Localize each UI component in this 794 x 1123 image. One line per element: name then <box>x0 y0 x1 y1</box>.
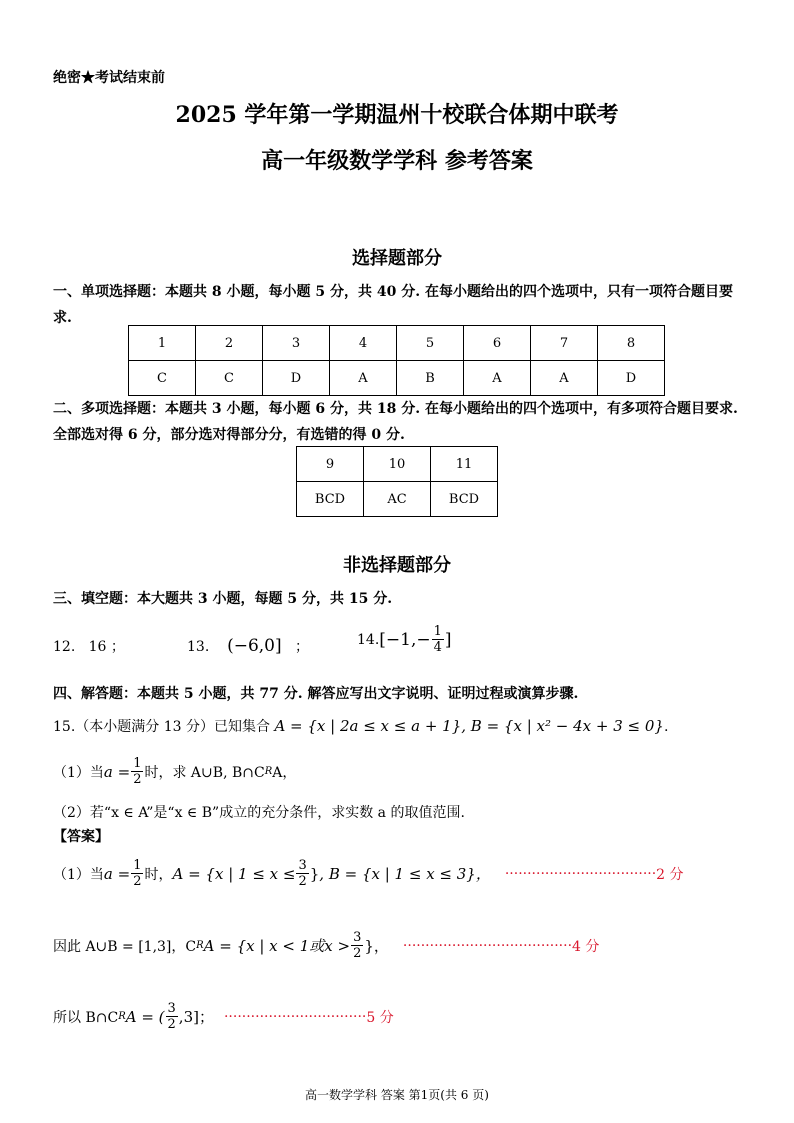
part1-tail: A， <box>272 764 297 781</box>
fill-blank-instructions: 三、填空题：本大题共 3 小题，每题 5 分，共 15 分. <box>53 591 393 607</box>
answer-cell: AC <box>364 482 431 517</box>
single-choice-answer-table <box>128 325 665 396</box>
half-fraction <box>131 858 143 889</box>
choice-section-heading: 选择题部分 <box>352 248 442 269</box>
score-leader: ······································ <box>402 937 573 954</box>
subscript-r: R <box>264 766 273 777</box>
sol1-set-a: A = {x | 1 ≤ x ≤ <box>172 864 296 883</box>
q15-end: . <box>663 719 669 735</box>
score-4: 4 分 <box>572 938 600 955</box>
q15-set-a: A = {x | 2a ≤ x ≤ a + 1} <box>274 717 462 735</box>
part1-text: 时，求 A∪B, B∩C <box>144 764 265 781</box>
sol1-mid: 时， <box>144 866 173 883</box>
q14-number: 14. <box>357 631 380 648</box>
q12-number: 12. <box>53 639 76 655</box>
sol3-end: ,3]； <box>178 1008 214 1026</box>
page-footer: 高一数学学科 答案 第1页(共 6 页) <box>305 1088 489 1102</box>
table-row <box>129 326 665 361</box>
fraction-numerator: 3 <box>298 858 307 873</box>
q12-answer <box>53 636 125 656</box>
fraction-numerator: 3 <box>167 1001 176 1016</box>
score-leader: ·································· <box>504 865 657 882</box>
answer-cell: A <box>330 361 397 396</box>
fraction-numerator: 1 <box>133 756 142 771</box>
question-number: 8 <box>598 326 665 361</box>
table-row <box>297 447 498 482</box>
separator: ； <box>110 639 125 655</box>
q14-left: [−1,− <box>379 629 431 650</box>
sol1-set-a-end: } <box>309 864 320 883</box>
q15-statement <box>53 716 668 736</box>
fraction-denominator: 2 <box>133 874 142 889</box>
multi-choice-instructions: 二、多项选择题：本题共 3 小题，每小题 6 分，共 18 分. 在每小题给出的四个选项中，有多项符合题目要求. 全部选对得 6 分，部分选对得部分分，有选错的得 0 分. <box>53 401 738 443</box>
three-halves-fraction <box>166 1001 178 1032</box>
q13-number: 13. <box>187 639 210 655</box>
q15-part1 <box>53 756 296 787</box>
question-number: 6 <box>464 326 531 361</box>
question-number: 7 <box>531 326 598 361</box>
sol2-end: }， <box>364 937 389 955</box>
answer-cell: A <box>464 361 531 396</box>
sol1-set-b: , B = {x | 1 ≤ x ≤ 3}， <box>319 865 491 883</box>
question-number: 2 <box>196 326 263 361</box>
three-halves-fraction <box>351 930 363 961</box>
sol3-mid: A = ( <box>125 1007 165 1026</box>
q13-value: (−6,0] <box>227 636 282 656</box>
q15-intro: 15.（本小题满分 13 分）已知集合 <box>53 719 270 735</box>
answer-cell: BCD <box>297 482 364 517</box>
question-number: 1 <box>129 326 196 361</box>
fraction-denominator: 2 <box>167 1017 176 1032</box>
question-number: 4 <box>330 326 397 361</box>
sol2-prefix: 因此 A∪B = [1,3]，C <box>53 938 197 955</box>
q14-fraction <box>432 624 444 655</box>
question-number: 9 <box>297 447 364 482</box>
question-number: 3 <box>263 326 330 361</box>
q13-answer <box>187 636 309 656</box>
solution-step-1 <box>53 858 684 889</box>
subscript-r: R <box>196 940 204 951</box>
fraction-denominator: 2 <box>133 772 142 787</box>
fraction-denominator: 2 <box>298 874 307 889</box>
solve-instructions: 四、解答题：本题共 5 小题，共 77 分. 解答应写出文字说明、证明过程或演算步骤. <box>53 686 579 702</box>
score-leader: ································ <box>223 1008 367 1025</box>
fraction-numerator: 1 <box>133 858 142 873</box>
question-number: 5 <box>397 326 464 361</box>
multi-choice-answer-table <box>296 446 498 517</box>
three-halves-fraction <box>296 858 308 889</box>
answer-cell: A <box>531 361 598 396</box>
answer-cell: B <box>397 361 464 396</box>
solution-step-2 <box>53 930 599 961</box>
score-2: 2 分 <box>656 866 684 883</box>
q14-answer <box>357 624 452 655</box>
solution-step-3 <box>53 1001 394 1032</box>
table-row <box>129 361 665 396</box>
page-subtitle: 高一年级数学学科 参考答案 <box>261 148 533 174</box>
score-5: 5 分 <box>366 1009 394 1026</box>
fraction-denominator: 2 <box>353 946 362 961</box>
answer-cell: D <box>598 361 665 396</box>
part1-a: a = <box>103 762 131 781</box>
table-row <box>297 482 498 517</box>
sol2-complement: A = {x | x < 1或x > <box>203 937 351 955</box>
answer-cell: D <box>263 361 330 396</box>
page-title: 2025 学年第一学期温州十校联合体期中联考 <box>175 102 619 128</box>
single-choice-instructions: 一、单项选择题：本题共 8 小题，每小题 5 分，共 40 分. 在每小题给出的四个选项中，只有一项符合题目要求. <box>53 284 733 326</box>
sol1-prefix: （1）当 <box>53 866 104 883</box>
question-number: 10 <box>364 447 431 482</box>
question-number: 11 <box>431 447 498 482</box>
sol1-a: a = <box>103 864 131 883</box>
answer-tag: 【答案】 <box>53 829 109 845</box>
part1-prefix: （1）当 <box>53 764 104 781</box>
q12-value: 16 <box>88 639 107 655</box>
answer-cell: C <box>129 361 196 396</box>
answer-cell: BCD <box>431 482 498 517</box>
fraction-numerator: 1 <box>433 624 442 639</box>
q14-right: ] <box>444 629 452 650</box>
fraction-denominator: 4 <box>433 640 442 655</box>
subscript-r: R <box>118 1011 126 1022</box>
answer-cell: C <box>196 361 263 396</box>
separator: ； <box>294 639 309 655</box>
sol3-prefix: 所以 B∩C <box>53 1009 119 1026</box>
q15-set-b: , B = {x | x² − 4x + 3 ≤ 0} <box>461 717 664 735</box>
half-fraction <box>131 756 143 787</box>
fraction-numerator: 3 <box>353 930 362 945</box>
q15-part2: （2）若“x ∈ A”是“x ∈ B”成立的充分条件，求实数 a 的取值范围. <box>53 805 465 821</box>
confidential-label: 绝密★考试结束前 <box>53 70 165 86</box>
nonchoice-section-heading: 非选择题部分 <box>343 555 451 576</box>
